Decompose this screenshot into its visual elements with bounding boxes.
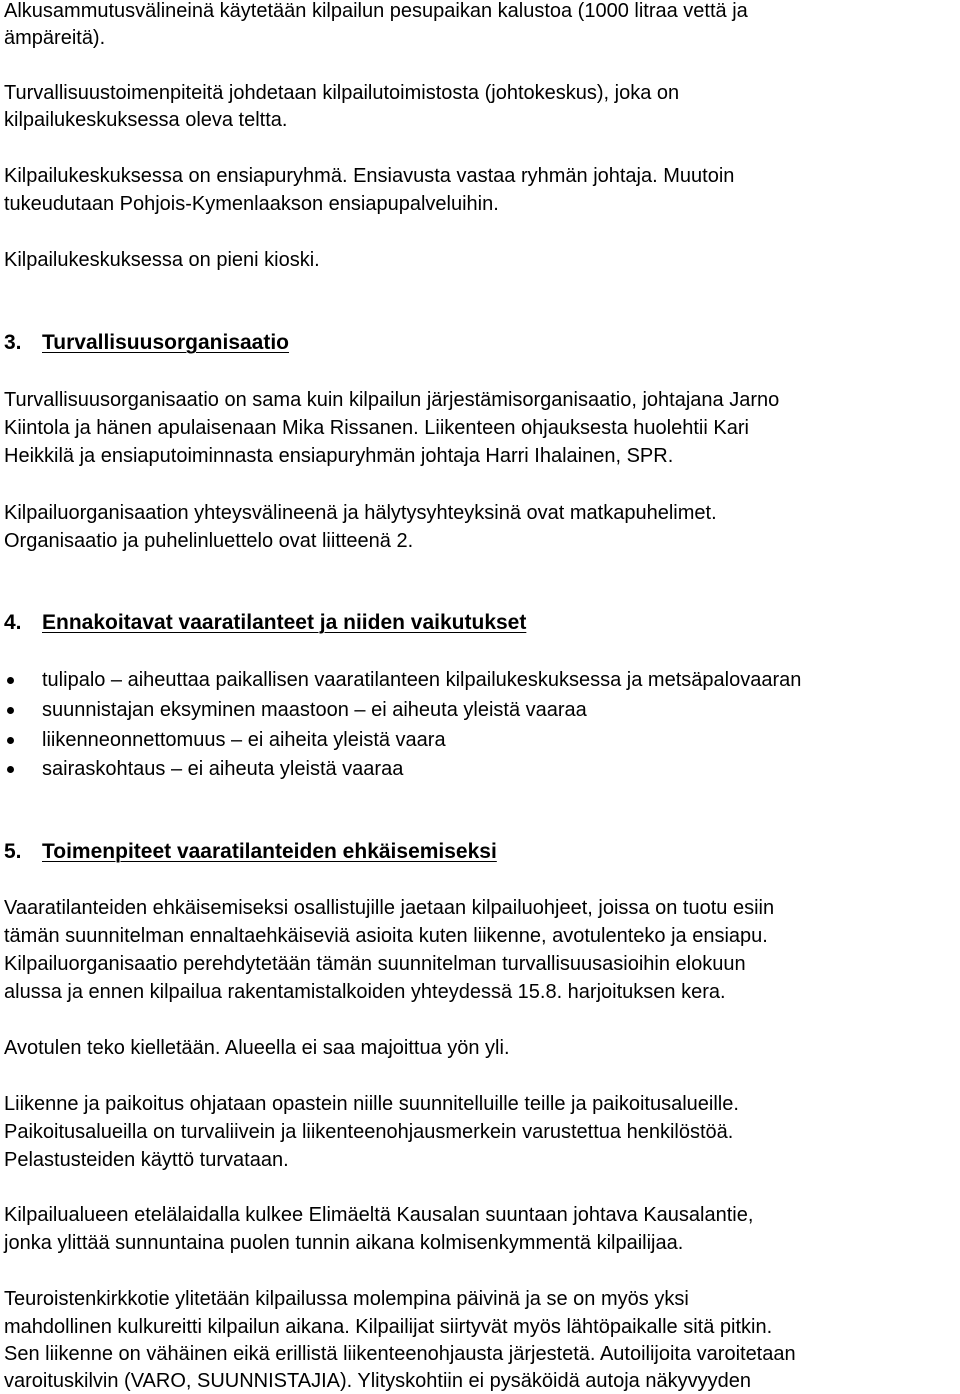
section-5-line: Kilpailuorganisaatio perehdytetään tämän suunnitelman turvallisuusasioihin elokuun — [4, 953, 746, 975]
intro-line: kilpailukeskuksessa oleva teltta. — [4, 109, 288, 131]
section-title: Ennakoitavat vaaratilanteet ja niiden vaikutukset — [42, 611, 527, 634]
section-5-line: jonka ylittää sunnuntaina puolen tunnin aikana kolmisenkymmentä kilpailijaa. — [4, 1232, 684, 1254]
list-item-text: suunnistajan eksyminen maastoon – ei aiheuta yleistä vaaraa — [42, 699, 587, 721]
section-number: 5. — [4, 840, 22, 863]
section-number: 3. — [4, 331, 22, 354]
section-5-line: tämän suunnitelman ennaltaehkäiseviä asioita kuten liikenne, avotulenteko ja ensiapu. — [4, 925, 768, 947]
intro-line: Alkusammutusvälineinä käytetään kilpailun pesupaikan kalustoa (1000 litraa vettä ja — [4, 0, 748, 22]
intro-line: Kilpailukeskuksessa on ensiapuryhmä. Ensiavusta vastaa ryhmän johtaja. Muutoin — [4, 165, 735, 187]
section-3-line: Turvallisuusorganisaatio on sama kuin kilpailun järjestämisorganisaatio, johtajana Jarno — [4, 389, 780, 411]
section-4-heading — [4, 610, 526, 636]
bullet-icon — [7, 677, 14, 684]
section-3-line: Organisaatio ja puhelinluettelo ovat liitteenä 2. — [4, 530, 414, 552]
section-title: Turvallisuusorganisaatio — [42, 331, 290, 354]
list-item-text: sairaskohtaus – ei aiheuta yleistä vaaraa — [42, 758, 404, 780]
section-5-line: mahdollinen kulkureitti kilpailun aikana. Kilpailijat siirtyvät myös lähtöpaikalle sitä pitkin. — [4, 1316, 773, 1338]
list-item-text: liikenneonnettomuus – ei aiheita yleistä vaara — [42, 729, 446, 751]
section-5-heading — [4, 839, 497, 865]
section-5-line: Liikenne ja paikoitus ohjataan opastein niille suunnitelluille teille ja paikoitusalueille. — [4, 1093, 739, 1115]
list-item-text: tulipalo – aiheuttaa paikallisen vaaratilanteen kilpailukeskuksessa ja metsäpalovaaran — [42, 669, 802, 691]
section-5-line: Avotulen teko kielletään. Alueella ei saa majoittua yön yli. — [4, 1037, 510, 1059]
section-5-line: Vaaratilanteiden ehkäisemiseksi osallistujille jaetaan kilpailuohjeet, joissa on tuotu esiin — [4, 897, 775, 919]
section-5-line: varoituskilvin (VARO, SUUNNISTAJIA). Ylityskohtiin ei pysäköidä autoja näkyvyyden — [4, 1370, 751, 1392]
intro-line: Turvallisuustoimenpiteitä johdetaan kilpailutoimistosta (johtokeskus), joka on — [4, 82, 680, 104]
section-title: Toimenpiteet vaaratilanteiden ehkäisemiseksi — [42, 840, 497, 863]
bullet-icon — [7, 737, 14, 744]
intro-line: Kilpailukeskuksessa on pieni kioski. — [4, 249, 320, 271]
section-3-line: Kiintola ja hänen apulaisenaan Mika Rissanen. Liikenteen ohjauksesta huolehtii Kari — [4, 417, 749, 439]
section-5-line: alussa ja ennen kilpailua rakentamistalkoiden yhteydessä 15.8. harjoituksen kera. — [4, 981, 726, 1003]
section-3-heading — [4, 330, 289, 356]
section-5-line: Sen liikenne on vähäinen eikä erillistä liikenteenohjausta järjestetä. Autoilijoita varoitetaan — [4, 1343, 796, 1365]
intro-line: ämpäreitä). — [4, 27, 106, 49]
bullet-icon — [7, 707, 14, 714]
bullet-icon — [7, 766, 14, 773]
section-5-line: Paikoitusalueilla on turvaliivein ja liikenteenohjausmerkein varustettua henkilöstöä. — [4, 1121, 734, 1143]
section-5-line: Teuroistenkirkkotie ylitetään kilpailussa molempina päivinä ja se on myös yksi — [4, 1288, 689, 1310]
section-5-line: Kilpailualueen etelälaidalla kulkee Elimäeltä Kausalan suuntaan johtava Kausalantie, — [4, 1204, 754, 1226]
section-3-line: Heikkilä ja ensiaputoiminnasta ensiapuryhmän johtaja Harri Ihalainen, SPR. — [4, 445, 674, 467]
intro-line: tukeudutaan Pohjois-Kymenlaakson ensiapupalveluihin. — [4, 193, 499, 215]
section-3-line: Kilpailuorganisaation yhteysvälineenä ja hälytysyhteyksinä ovat matkapuhelimet. — [4, 502, 717, 524]
section-number: 4. — [4, 611, 22, 634]
section-5-line: Pelastusteiden käyttö turvataan. — [4, 1149, 289, 1171]
